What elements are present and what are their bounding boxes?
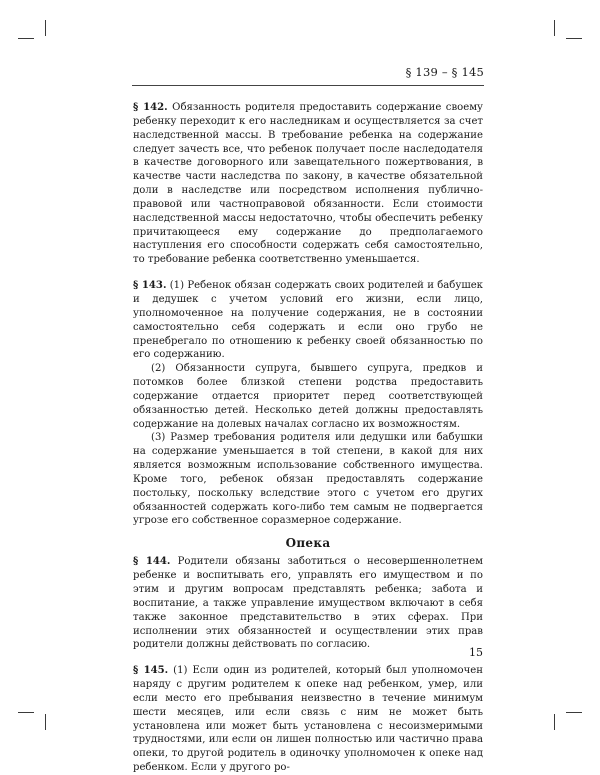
page-body [133,101,483,775]
paragraph-text: (1) Если один из родителей, который был уполномочен наряду с другим родителем к опеке над ребенком, умер, или если место его пребывания неизвестно в течение минимум шести месяцев, или если связь с ним не может быть установлена или может быть установлена с несоизмеримыми трудностями, или если он лишен полностью или частично права опеки, то другой родитель в одиночку уполномочен к опеке над ребенком. Если у другого ро- [133,665,483,774]
crop-mark [554,20,555,36]
running-head: § 139 – § 145 [405,65,484,79]
crop-mark [554,714,555,730]
section-number: § 143. [133,280,167,292]
crop-mark [45,714,46,730]
paragraph-145 [133,664,483,775]
crop-mark [18,712,34,713]
paragraph-143 [133,279,483,362]
section-heading: Опека [285,536,331,551]
paragraph-143-3: (3) Размер требования родителя или дедушки или бабушки на содержание уменьшается в той степени, в какой для них является возможным использование собственного имущества. Кроме того, ребенок обязан предоставлять содержание постольку, поскольку вследствие этого с учетом его других обязанностей содержать кого-либо тем самым не подвергается угрозе его собственное соразмерное содержание. [133,432,483,527]
crop-mark [566,38,582,39]
paragraph-text: (1) Ребенок обязан содержать своих родителей и бабушек и дедушек с учетом условий его жизни, если лицо, уполномоченное на получение содержания, не в состоянии самостоятельно себя содержать и если оно грубо не пренебрегало по отношению к ребенку своей обязанностью по его содержанию. [133,280,483,361]
section-number: § 145. [133,665,169,677]
section-number: § 144. [133,556,171,568]
crop-mark [566,712,582,713]
paragraph-text: Обязанность родителя предоставить содержание своему ребенку переходит к его наследникам и осуществляется за счет наследственной массы. В требование ребенка на содержание следует зачесть все, что ребенок получает после наследодателя в качестве договорного или завещательного пожертвования, в качестве части наследства по закону, в качестве обязательной доли в наследстве или посредством исполнения публично-правовой или частноправовой обязанности. Если стоимости наследственной массы недостаточно, чтобы обеспечить ребенку причитающееся ему содержание до предполагаемого наступления его способности содержать себя самостоятельно, то требование ребенка соответственно уменьшается. [133,102,483,266]
paragraph-143-2: (2) Обязанности супруга, бывшего супруга, предков и потомков более близкой степени родства предоставить содержание отдается приоритет перед соответствующей обязанностью детей. Несколько детей должны предоставлять содержание на долевых началах согласно их возможностям. [133,363,483,430]
crop-mark [45,20,46,36]
section-number: § 142. [133,102,168,113]
paragraph-144 [133,555,483,652]
page-number: 15 [469,646,483,659]
header-rule [132,85,484,86]
paragraph-142 [133,101,483,267]
paragraph-text: Родители обязаны заботиться о несовершеннолетнем ребенке и воспитывать его, управлять его имуществом и по этим и другим вопросам представлять ребенка; забота и воспитание, а также управление имуществом включают в себя также законное представительство в этих сферах. При исполнении этих обязанностей и осуществлении этих прав родители должны действовать по согласию. [133,556,483,651]
crop-mark [18,38,34,39]
